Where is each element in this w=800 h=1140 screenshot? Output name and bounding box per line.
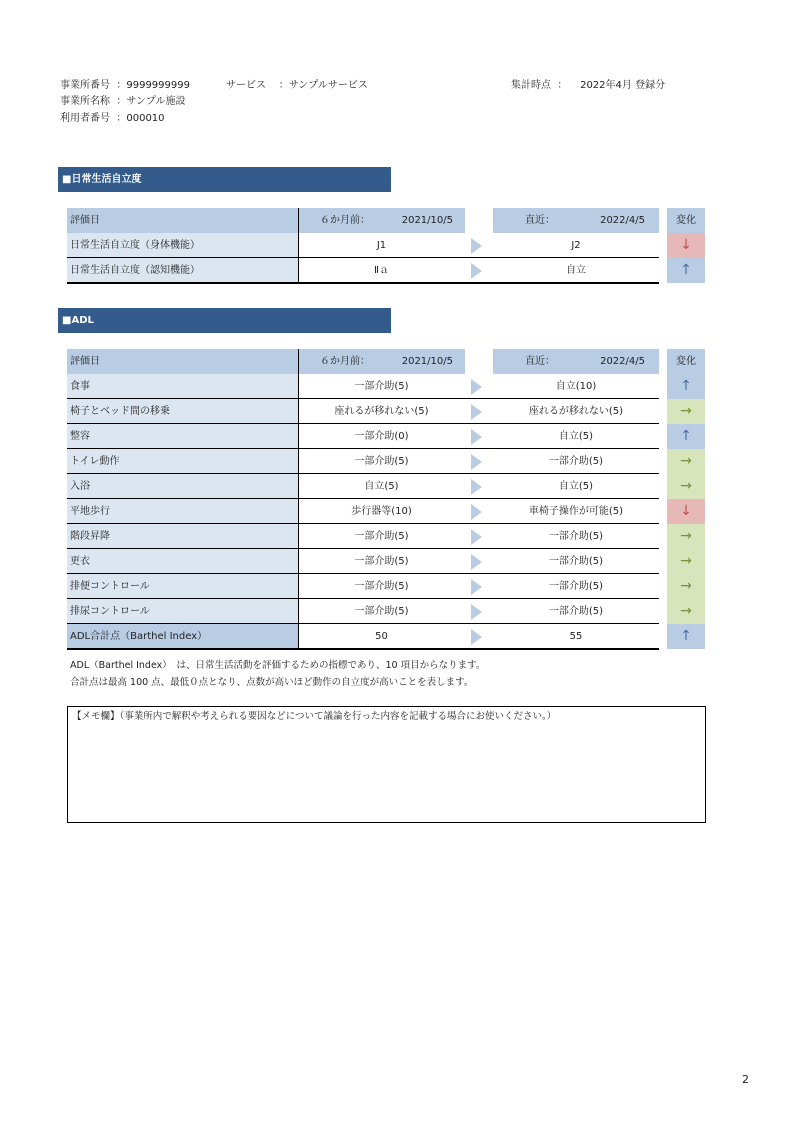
row-arrow [465, 424, 493, 449]
row-recent-value: 自立(10) [493, 374, 659, 399]
row-prev-value: Ⅱａ [298, 258, 465, 283]
service: サービス ：サンプルサービス [226, 80, 368, 91]
chevron-right-icon [471, 263, 482, 279]
row-divider [67, 648, 659, 650]
header-recent-date: 2022/4/5 [600, 356, 645, 367]
adl-note-2: 合計点は最高 100 点、最低０点となり、点数が高いほど動作の自立度が高いことを表します。 [70, 677, 474, 688]
tally-point: 集計時点 ： 2022年4月 登録分 [511, 80, 666, 91]
table-row [67, 258, 707, 283]
adl-note-1: ADL（Barthel Index） は、日常生活活動を評価するための指標であり、10 項目からなります。 [70, 660, 486, 671]
header-prev-date: 2021/10/5 [401, 215, 453, 226]
row-recent-value: 自立 [493, 258, 659, 283]
chevron-right-icon [471, 479, 482, 495]
row-arrow [465, 524, 493, 549]
row-arrow [465, 599, 493, 624]
change-up-icon: ↑ [667, 374, 705, 399]
chevron-right-icon [471, 504, 482, 520]
header-prev [298, 349, 465, 374]
table-row [67, 574, 707, 599]
chevron-right-icon [471, 529, 482, 545]
section-title-daily-living: ■日常生活自立度 [58, 167, 391, 192]
row-recent-value: 座れるが移れない(5) [493, 399, 659, 424]
row-prev-value: 一部介助(5) [298, 599, 465, 624]
chevron-right-icon [471, 554, 482, 570]
row-recent-value: 55 [493, 624, 659, 649]
user-number-label: 利用者番号 [60, 113, 110, 124]
chevron-right-icon [471, 404, 482, 420]
change-same-icon: → [667, 449, 705, 474]
row-label: 日常生活自立度（身体機能） [67, 233, 298, 258]
header-eval-date: 評価日 [67, 208, 298, 233]
change-up-icon: ↑ [667, 624, 705, 649]
row-arrow [465, 399, 493, 424]
row-recent-value: 一部介助(5) [493, 524, 659, 549]
row-label: 平地歩行 [67, 499, 298, 524]
chevron-right-icon [471, 379, 482, 395]
change-same-icon: → [667, 549, 705, 574]
row-recent-value: 一部介助(5) [493, 449, 659, 474]
row-prev-value: 一部介助(5) [298, 574, 465, 599]
row-label: 更衣 [67, 549, 298, 574]
change-down-icon: ↓ [667, 233, 705, 258]
row-prev-value: 座れるが移れない(5) [298, 399, 465, 424]
table-header-row [67, 208, 707, 233]
row-prev-value: 自立(5) [298, 474, 465, 499]
adl-table [67, 349, 707, 649]
user-number: 利用者番号 ：000010 [60, 113, 165, 124]
change-same-icon: → [667, 524, 705, 549]
row-prev-value: 50 [298, 624, 465, 649]
header-recent-date: 2022/4/5 [600, 215, 645, 226]
row-recent-value: 自立(5) [493, 474, 659, 499]
row-recent-value: J2 [493, 233, 659, 258]
memo-label: 【メモ欄】（事業所内で解釈や考えられる要因などについて議論を行った内容を記載する場合にお使いください。） [72, 711, 557, 722]
tally-value: 2022年4月 登録分 [580, 80, 666, 91]
user-number-value: 000010 [126, 113, 165, 124]
table-row [67, 599, 707, 624]
row-label: 椅子とベッド間の移乗 [67, 399, 298, 424]
row-arrow [465, 258, 493, 283]
chevron-right-icon [471, 629, 482, 645]
row-recent-value: 一部介助(5) [493, 549, 659, 574]
row-recent-value: 車椅子操作が可能(5) [493, 499, 659, 524]
table-row [67, 624, 707, 649]
tally-label: 集計時点 [511, 80, 551, 91]
row-label: トイレ動作 [67, 449, 298, 474]
office-number-value: 9999999999 [126, 80, 190, 91]
table-row [67, 499, 707, 524]
table-row [67, 449, 707, 474]
change-up-icon: ↑ [667, 258, 705, 283]
chevron-right-icon [471, 579, 482, 595]
header-eval-date: 評価日 [67, 349, 298, 374]
header-recent-label: 直近： [525, 356, 555, 367]
row-prev-value: 一部介助(5) [298, 449, 465, 474]
row-recent-value: 自立(5) [493, 424, 659, 449]
memo-box[interactable] [67, 706, 706, 823]
row-label: 入浴 [67, 474, 298, 499]
header-change: 変化 [667, 208, 705, 233]
row-arrow [465, 374, 493, 399]
chevron-right-icon [471, 238, 482, 254]
column-divider [298, 349, 299, 649]
row-arrow [465, 474, 493, 499]
row-recent-value: 一部介助(5) [493, 574, 659, 599]
table-row [67, 524, 707, 549]
row-arrow [465, 449, 493, 474]
row-recent-value: 一部介助(5) [493, 599, 659, 624]
row-arrow [465, 499, 493, 524]
table-row [67, 474, 707, 499]
row-prev-value: 一部介助(5) [298, 524, 465, 549]
section-title-adl: ■ADL [58, 308, 391, 333]
service-label: サービス [226, 80, 266, 91]
row-label: 整容 [67, 424, 298, 449]
service-value: サンプルサービス [288, 80, 368, 91]
office-name-value: サンプル施設 [126, 96, 186, 107]
table-row [67, 233, 707, 258]
chevron-right-icon [471, 604, 482, 620]
table-row [67, 549, 707, 574]
chevron-right-icon [471, 429, 482, 445]
row-prev-value: 一部介助(0) [298, 424, 465, 449]
row-arrow [465, 574, 493, 599]
header-change: 変化 [667, 349, 705, 374]
row-label: 階段昇降 [67, 524, 298, 549]
row-label: 排便コントロール [67, 574, 298, 599]
office-name-label: 事業所名称 [60, 96, 110, 107]
row-label: 日常生活自立度（認知機能） [67, 258, 298, 283]
change-up-icon: ↑ [667, 424, 705, 449]
row-prev-value: 一部介助(5) [298, 374, 465, 399]
table-header-row [67, 349, 707, 374]
header-prev-label: ６か月前： [320, 215, 370, 226]
page-number: 2 [742, 1073, 749, 1086]
row-prev-value: 一部介助(5) [298, 549, 465, 574]
change-same-icon: → [667, 574, 705, 599]
change-same-icon: → [667, 599, 705, 624]
row-label: 排尿コントロール [67, 599, 298, 624]
office-number-label: 事業所番号 [60, 80, 110, 91]
header-prev [298, 208, 465, 233]
row-prev-value: 歩行器等(10) [298, 499, 465, 524]
row-arrow [465, 233, 493, 258]
header-prev-label: ６か月前： [320, 356, 370, 367]
office-name: 事業所名称 ：サンプル施設 [60, 96, 186, 107]
change-down-icon: ↓ [667, 499, 705, 524]
header-prev-date: 2021/10/5 [401, 356, 453, 367]
column-divider [298, 208, 299, 283]
daily-living-table [67, 208, 707, 284]
table-row [67, 424, 707, 449]
row-arrow [465, 624, 493, 649]
header-recent-label: 直近： [525, 215, 555, 226]
chevron-right-icon [471, 454, 482, 470]
change-same-icon: → [667, 474, 705, 499]
row-divider [67, 282, 659, 284]
change-same-icon: → [667, 399, 705, 424]
row-prev-value: J1 [298, 233, 465, 258]
table-row [67, 399, 707, 424]
table-row [67, 374, 707, 399]
row-arrow [465, 549, 493, 574]
row-label: 食事 [67, 374, 298, 399]
header-recent [493, 349, 659, 374]
row-label: ADL合計点（Barthel Index） [67, 624, 298, 649]
header-recent [493, 208, 659, 233]
office-number: 事業所番号 ：9999999999 [60, 80, 190, 91]
